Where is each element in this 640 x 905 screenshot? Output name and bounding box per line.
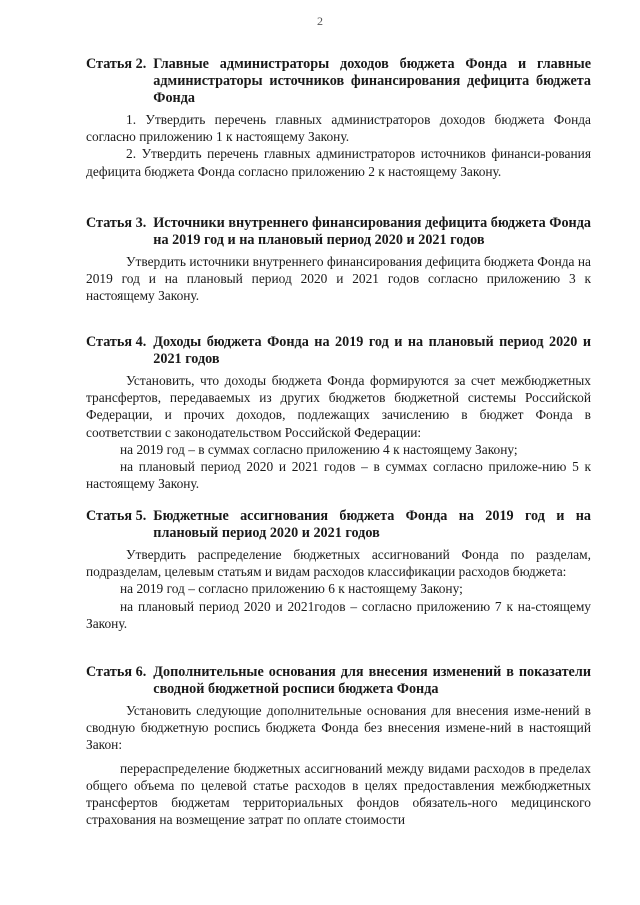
article-number: Статья 2. — [86, 56, 147, 72]
article-title: Бюджетные ассигнования бюджета Фонда на 2019 год и на плановый период 2020 и 2021 годов — [153, 508, 591, 541]
article-2 — [86, 56, 591, 180]
paragraph: на плановый период 2020 и 2021 годов – в суммах согласно приложе-нию 5 к настоящему Закону. — [86, 459, 591, 492]
article-title: Доходы бюджета Фонда на 2019 год и на плановый период 2020 и 2021 годов — [153, 334, 591, 367]
paragraph: 2. Утвердить перечень главных администраторов источников финанси-рования дефицита бюджета Фонда согласно приложению 2 к настоящему Закону. — [86, 146, 591, 179]
paragraph: Установить следующие дополнительные основания для внесения изме-нений в сводную бюджетную роспись бюджета Фонда без внесения измене-ний в настоящий Закон: — [86, 703, 591, 753]
article-title: Источники внутреннего финансирования дефицита бюджета Фонда на 2019 год и на плановый период 2020 и 2021 годов — [153, 215, 591, 248]
article-heading — [86, 334, 591, 368]
article-heading — [86, 664, 591, 698]
article-5 — [86, 508, 591, 632]
paragraph: на плановый период 2020 и 2021годов – согласно приложению 7 к на-стоящему Закону. — [86, 598, 591, 631]
article-number: Статья 4. — [86, 334, 147, 350]
paragraph: Установить, что доходы бюджета Фонда формируются за счет межбюджетных трансфертов, передаваемых из других бюджетов бюджетной системы Российской Федерации, и прочих доходов, подлежащих зачислению в бюджет Фонда в соответствии с законодательством Российской Федерации: — [86, 373, 591, 440]
article-heading — [86, 508, 591, 542]
article-4 — [86, 334, 591, 492]
article-number: Статья 3. — [86, 215, 147, 231]
article-title: Дополнительные основания для внесения изменений в показатели сводной бюджетной росписи бюджета Фонда — [153, 664, 591, 697]
page-number: 2 — [317, 14, 323, 28]
paragraph: перераспределение бюджетных ассигнований между видами расходов в пределах общего объема по целевой статье расходов в целях предоставления межбюджетных трансфертов бюджетам территориальных фондов обязатель-ного медицинского страхования на возмещение затрат по оплате стоимости — [86, 760, 591, 828]
article-6 — [86, 664, 591, 828]
paragraph: на 2019 год – в суммах согласно приложению 4 к настоящему Закону; — [120, 441, 518, 457]
article-title: Главные администраторы доходов бюджета Фонда и главные администраторы источников финансирования дефицита бюджета Фонда — [153, 56, 591, 106]
paragraph: Утвердить распределение бюджетных ассигнований Фонда по разделам, подразделам, целевым статьям и видам расходов классификации расходов бюджета: — [86, 547, 591, 580]
article-heading — [86, 56, 591, 107]
article-number: Статья 6. — [86, 664, 147, 680]
paragraph: на 2019 год – согласно приложению 6 к настоящему Закону; — [120, 581, 463, 597]
article-3 — [86, 215, 591, 305]
article-number: Статья 5. — [86, 508, 147, 524]
paragraph: Утвердить источники внутреннего финансирования дефицита бюджета Фонда на 2019 год и на плановый период 2020 и 2021 годов согласно приложению 3 к настоящему Закону. — [86, 254, 591, 304]
article-heading — [86, 215, 591, 249]
paragraph: 1. Утвердить перечень главных администраторов доходов бюджета Фонда согласно приложению 1 к настоящему Закону. — [86, 112, 591, 145]
